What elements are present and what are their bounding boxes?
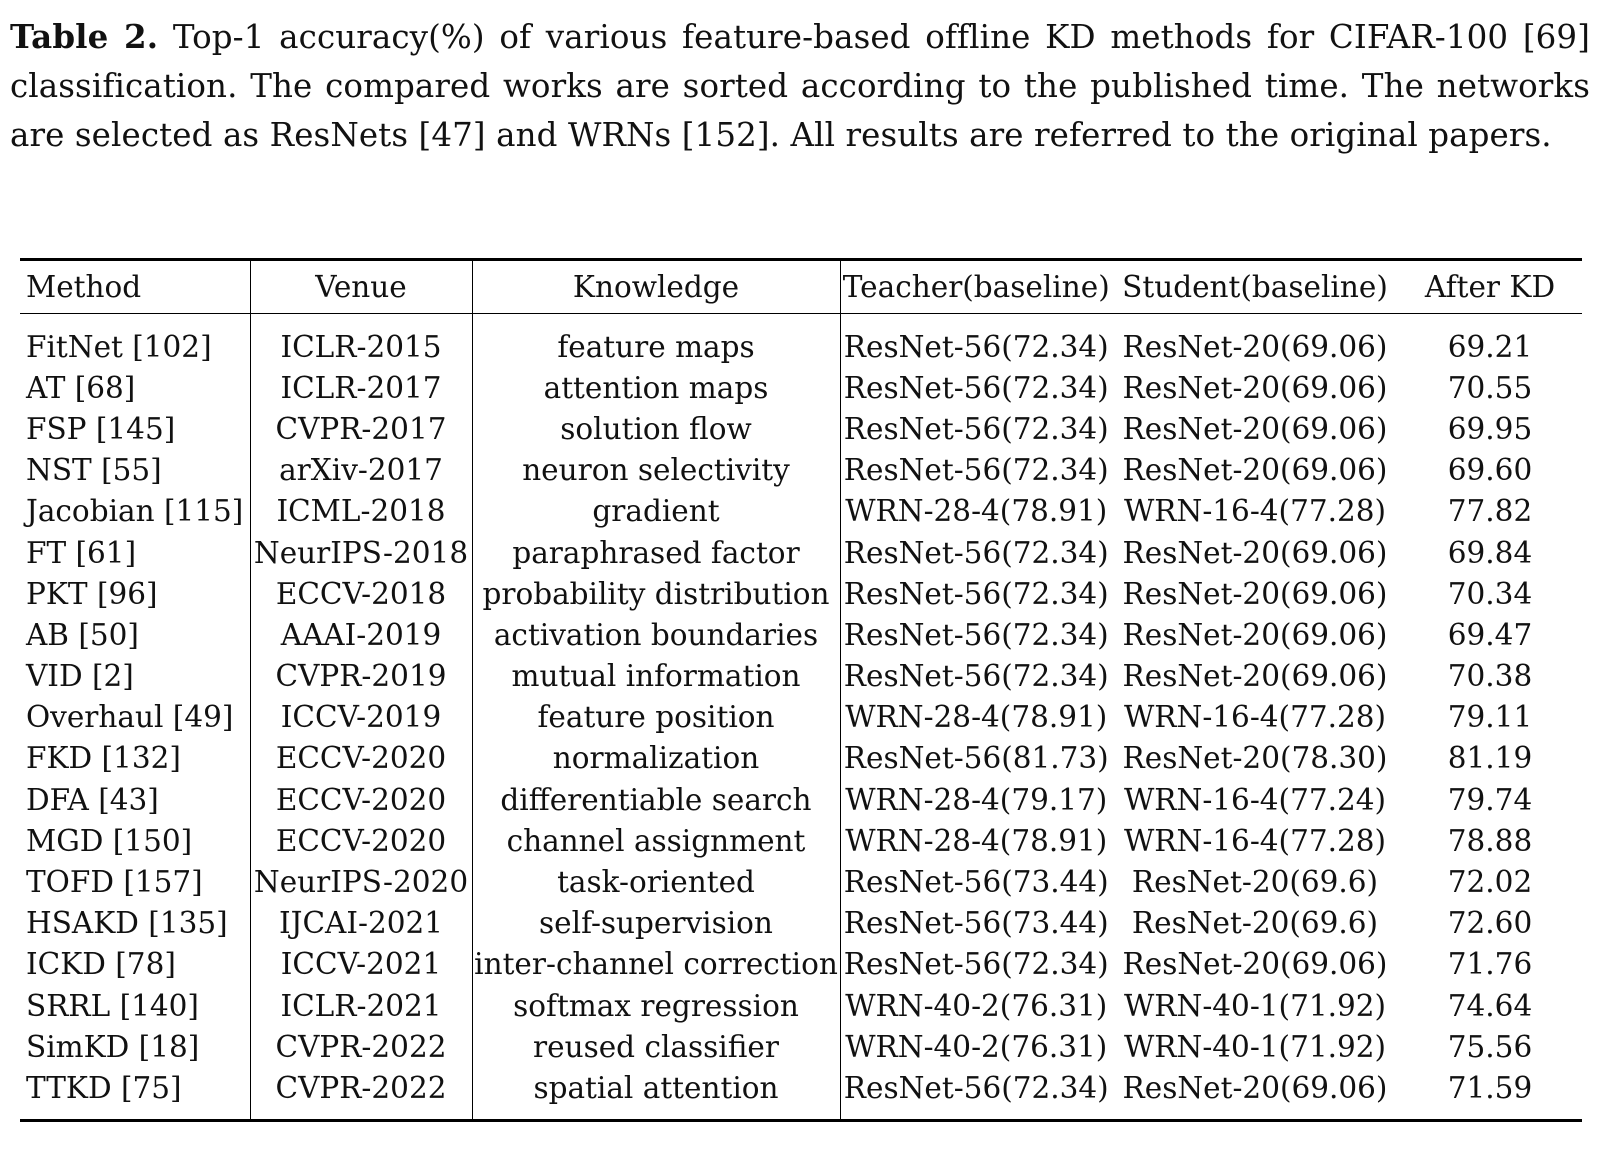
cell-after-kd: 70.38 bbox=[1447, 659, 1533, 694]
cell-after-kd: 74.64 bbox=[1447, 988, 1533, 1023]
cell-knowledge: solution flow bbox=[472, 408, 840, 449]
table-row bbox=[20, 985, 1582, 1026]
cell-method: FKD [132] bbox=[20, 738, 250, 779]
cell-student: ResNet-20(69.06) bbox=[1122, 411, 1388, 446]
cell-venue: IJCAI-2021 bbox=[250, 903, 472, 944]
cell-venue: ICML-2018 bbox=[250, 491, 472, 532]
cell-teacher: ResNet-56(72.34) bbox=[843, 617, 1109, 652]
cell-teacher: ResNet-56(72.34) bbox=[843, 659, 1109, 694]
table-row bbox=[20, 738, 1582, 779]
cell-venue: ICCV-2021 bbox=[250, 944, 472, 985]
cell-student: ResNet-20(69.06) bbox=[1122, 576, 1388, 611]
cell-student: ResNet-20(78.30) bbox=[1122, 741, 1388, 776]
cell-venue: CVPR-2022 bbox=[250, 1067, 472, 1120]
cell-knowledge: differentiable search bbox=[472, 779, 840, 820]
cell-knowledge: softmax regression bbox=[472, 985, 840, 1026]
cell-after-kd: 71.59 bbox=[1398, 1067, 1582, 1120]
cell-student: WRN-16-4(77.28) bbox=[1123, 494, 1387, 529]
cell-method: Jacobian [115] bbox=[20, 491, 250, 532]
cell-teacher: ResNet-56(72.34) bbox=[843, 947, 1109, 982]
cell-after-kd: 81.19 bbox=[1447, 741, 1533, 776]
cell-student: WRN-16-4(77.28) bbox=[1123, 700, 1387, 735]
header-knowledge: Knowledge bbox=[472, 260, 840, 314]
cell-student: WRN-40-1(71.92) bbox=[1123, 988, 1387, 1023]
cell-knowledge: self-supervision bbox=[472, 903, 840, 944]
cell-teacher: WRN-40-2(76.31) bbox=[845, 988, 1108, 1023]
cell-after-kd: 69.21 bbox=[1447, 329, 1533, 364]
table-row bbox=[20, 450, 1582, 491]
table-row bbox=[20, 656, 1582, 697]
table-row bbox=[20, 532, 1582, 573]
cell-student: ResNet-20(69.06) bbox=[1122, 659, 1388, 694]
cell-teacher: ResNet-56(72.34) bbox=[840, 1067, 1112, 1120]
table-body bbox=[20, 314, 1582, 1121]
cell-student: ResNet-20(69.06) bbox=[1122, 453, 1388, 488]
cell-teacher: WRN-28-4(78.91) bbox=[845, 700, 1108, 735]
cell-teacher: ResNet-56(72.34) bbox=[843, 576, 1109, 611]
cell-method: Overhaul [49] bbox=[20, 697, 250, 738]
table-row bbox=[20, 861, 1582, 902]
table-row bbox=[20, 314, 1582, 368]
cell-teacher: ResNet-56(73.44) bbox=[843, 906, 1109, 941]
cell-method: FSP [145] bbox=[20, 408, 250, 449]
cell-after-kd: 75.56 bbox=[1447, 1029, 1533, 1064]
cell-method: SRRL [140] bbox=[20, 985, 250, 1026]
cell-method: HSAKD [135] bbox=[20, 903, 250, 944]
cell-student: ResNet-20(69.6) bbox=[1131, 865, 1379, 900]
cell-student: WRN-16-4(77.24) bbox=[1123, 782, 1387, 817]
cell-knowledge: spatial attention bbox=[472, 1067, 840, 1120]
cell-student: ResNet-20(69.06) bbox=[1122, 947, 1388, 982]
header-after-kd: After KD bbox=[1398, 260, 1582, 314]
cell-student: ResNet-20(69.6) bbox=[1131, 906, 1379, 941]
cell-teacher: WRN-40-2(76.31) bbox=[845, 1029, 1108, 1064]
cell-venue: AAAI-2019 bbox=[250, 614, 472, 655]
table-row bbox=[20, 903, 1582, 944]
cell-method: NST [55] bbox=[20, 450, 250, 491]
cell-method: VID [2] bbox=[20, 656, 250, 697]
cell-teacher: WRN-28-4(78.91) bbox=[845, 823, 1108, 858]
cell-method: ICKD [78] bbox=[20, 944, 250, 985]
cell-knowledge: channel assignment bbox=[472, 820, 840, 861]
cell-after-kd: 72.02 bbox=[1447, 865, 1533, 900]
header-student: Student(baseline) bbox=[1112, 260, 1398, 314]
cell-teacher: ResNet-56(72.34) bbox=[843, 329, 1109, 364]
caption-label: Table 2. bbox=[10, 17, 159, 56]
cell-venue: CVPR-2017 bbox=[250, 408, 472, 449]
cell-teacher: ResNet-56(72.34) bbox=[843, 535, 1109, 570]
table-caption bbox=[10, 12, 1590, 160]
header-method: Method bbox=[20, 260, 250, 314]
cell-venue: CVPR-2019 bbox=[250, 656, 472, 697]
cell-venue: ICCV-2019 bbox=[250, 697, 472, 738]
cell-method: TOFD [157] bbox=[20, 861, 250, 902]
cell-after-kd: 69.47 bbox=[1447, 617, 1533, 652]
cell-after-kd: 69.84 bbox=[1447, 535, 1533, 570]
table-row bbox=[20, 408, 1582, 449]
cell-method: FT [61] bbox=[20, 532, 250, 573]
cell-after-kd: 77.82 bbox=[1447, 494, 1533, 529]
cell-student: ResNet-20(69.06) bbox=[1122, 617, 1388, 652]
table-header-row bbox=[20, 260, 1582, 314]
cell-knowledge: attention maps bbox=[472, 367, 840, 408]
cell-after-kd: 79.11 bbox=[1447, 700, 1533, 735]
cell-venue: NeurIPS-2020 bbox=[250, 861, 472, 902]
table-row bbox=[20, 614, 1582, 655]
table-row bbox=[20, 1026, 1582, 1067]
cell-teacher: ResNet-56(72.34) bbox=[843, 411, 1109, 446]
cell-knowledge: task-oriented bbox=[472, 861, 840, 902]
cell-knowledge: feature maps bbox=[472, 314, 840, 368]
cell-method: SimKD [18] bbox=[20, 1026, 250, 1067]
header-teacher: Teacher(baseline) bbox=[840, 260, 1112, 314]
cell-knowledge: paraphrased factor bbox=[472, 532, 840, 573]
header-venue: Venue bbox=[250, 260, 472, 314]
cell-method: DFA [43] bbox=[20, 779, 250, 820]
cell-method: MGD [150] bbox=[20, 820, 250, 861]
cell-after-kd: 72.60 bbox=[1447, 906, 1533, 941]
cell-after-kd: 70.34 bbox=[1447, 576, 1533, 611]
cell-after-kd: 70.55 bbox=[1447, 370, 1533, 405]
cell-knowledge: mutual information bbox=[472, 656, 840, 697]
cell-after-kd: 69.95 bbox=[1447, 411, 1533, 446]
cell-knowledge: reused classifier bbox=[472, 1026, 840, 1067]
table-row bbox=[20, 944, 1582, 985]
cell-venue: arXiv-2017 bbox=[250, 450, 472, 491]
cell-venue: NeurIPS-2018 bbox=[250, 532, 472, 573]
cell-method: AB [50] bbox=[20, 614, 250, 655]
cell-after-kd: 78.88 bbox=[1447, 823, 1533, 858]
cell-method: AT [68] bbox=[20, 367, 250, 408]
cell-student: WRN-40-1(71.92) bbox=[1123, 1029, 1387, 1064]
table-row bbox=[20, 573, 1582, 614]
cell-teacher: ResNet-56(73.44) bbox=[843, 865, 1109, 900]
cell-knowledge: gradient bbox=[472, 491, 840, 532]
cell-method: FitNet [102] bbox=[20, 314, 250, 368]
cell-teacher: ResNet-56(72.34) bbox=[843, 453, 1109, 488]
cell-after-kd: 69.60 bbox=[1447, 453, 1533, 488]
cell-knowledge: feature position bbox=[472, 697, 840, 738]
cell-student: ResNet-20(69.06) bbox=[1122, 370, 1388, 405]
cell-student: ResNet-20(69.06) bbox=[1112, 1067, 1398, 1120]
cell-venue: ECCV-2020 bbox=[250, 738, 472, 779]
table-row bbox=[20, 820, 1582, 861]
cell-student: ResNet-20(69.06) bbox=[1122, 329, 1388, 364]
cell-teacher: WRN-28-4(79.17) bbox=[845, 782, 1108, 817]
cell-after-kd: 71.76 bbox=[1447, 947, 1533, 982]
table-row bbox=[20, 697, 1582, 738]
cell-teacher: ResNet-56(81.73) bbox=[843, 741, 1109, 776]
cell-knowledge: inter-channel correction bbox=[472, 944, 840, 985]
cell-venue: ICLR-2021 bbox=[250, 985, 472, 1026]
cell-venue: ICLR-2017 bbox=[250, 367, 472, 408]
cell-venue: ICLR-2015 bbox=[250, 314, 472, 368]
cell-venue: CVPR-2022 bbox=[250, 1026, 472, 1067]
cell-knowledge: probability distribution bbox=[472, 573, 840, 614]
cell-knowledge: neuron selectivity bbox=[472, 450, 840, 491]
cell-knowledge: normalization bbox=[472, 738, 840, 779]
cell-after-kd: 79.74 bbox=[1447, 782, 1533, 817]
results-table-container bbox=[20, 258, 1582, 1122]
cell-student: ResNet-20(69.06) bbox=[1122, 535, 1388, 570]
results-table bbox=[20, 258, 1582, 1122]
cell-knowledge: activation boundaries bbox=[472, 614, 840, 655]
table-row bbox=[20, 367, 1582, 408]
cell-venue: ECCV-2020 bbox=[250, 820, 472, 861]
table-row bbox=[20, 779, 1582, 820]
cell-method: TTKD [75] bbox=[20, 1067, 250, 1120]
caption-text: Top-1 accuracy(%) of various feature-based offline KD methods for CIFAR-100 [69] classification. The compared works are sorted according to the published time. The networks are selected as ResNets [47] and WRNs [152]. All results are referred to the original papers. bbox=[10, 18, 1590, 154]
cell-student: WRN-16-4(77.28) bbox=[1123, 823, 1387, 858]
table-row bbox=[20, 1067, 1582, 1120]
cell-teacher: WRN-28-4(78.91) bbox=[845, 494, 1108, 529]
cell-teacher: ResNet-56(72.34) bbox=[843, 370, 1109, 405]
cell-venue: ECCV-2018 bbox=[250, 573, 472, 614]
cell-method: PKT [96] bbox=[20, 573, 250, 614]
table-row bbox=[20, 491, 1582, 532]
cell-venue: ECCV-2020 bbox=[250, 779, 472, 820]
